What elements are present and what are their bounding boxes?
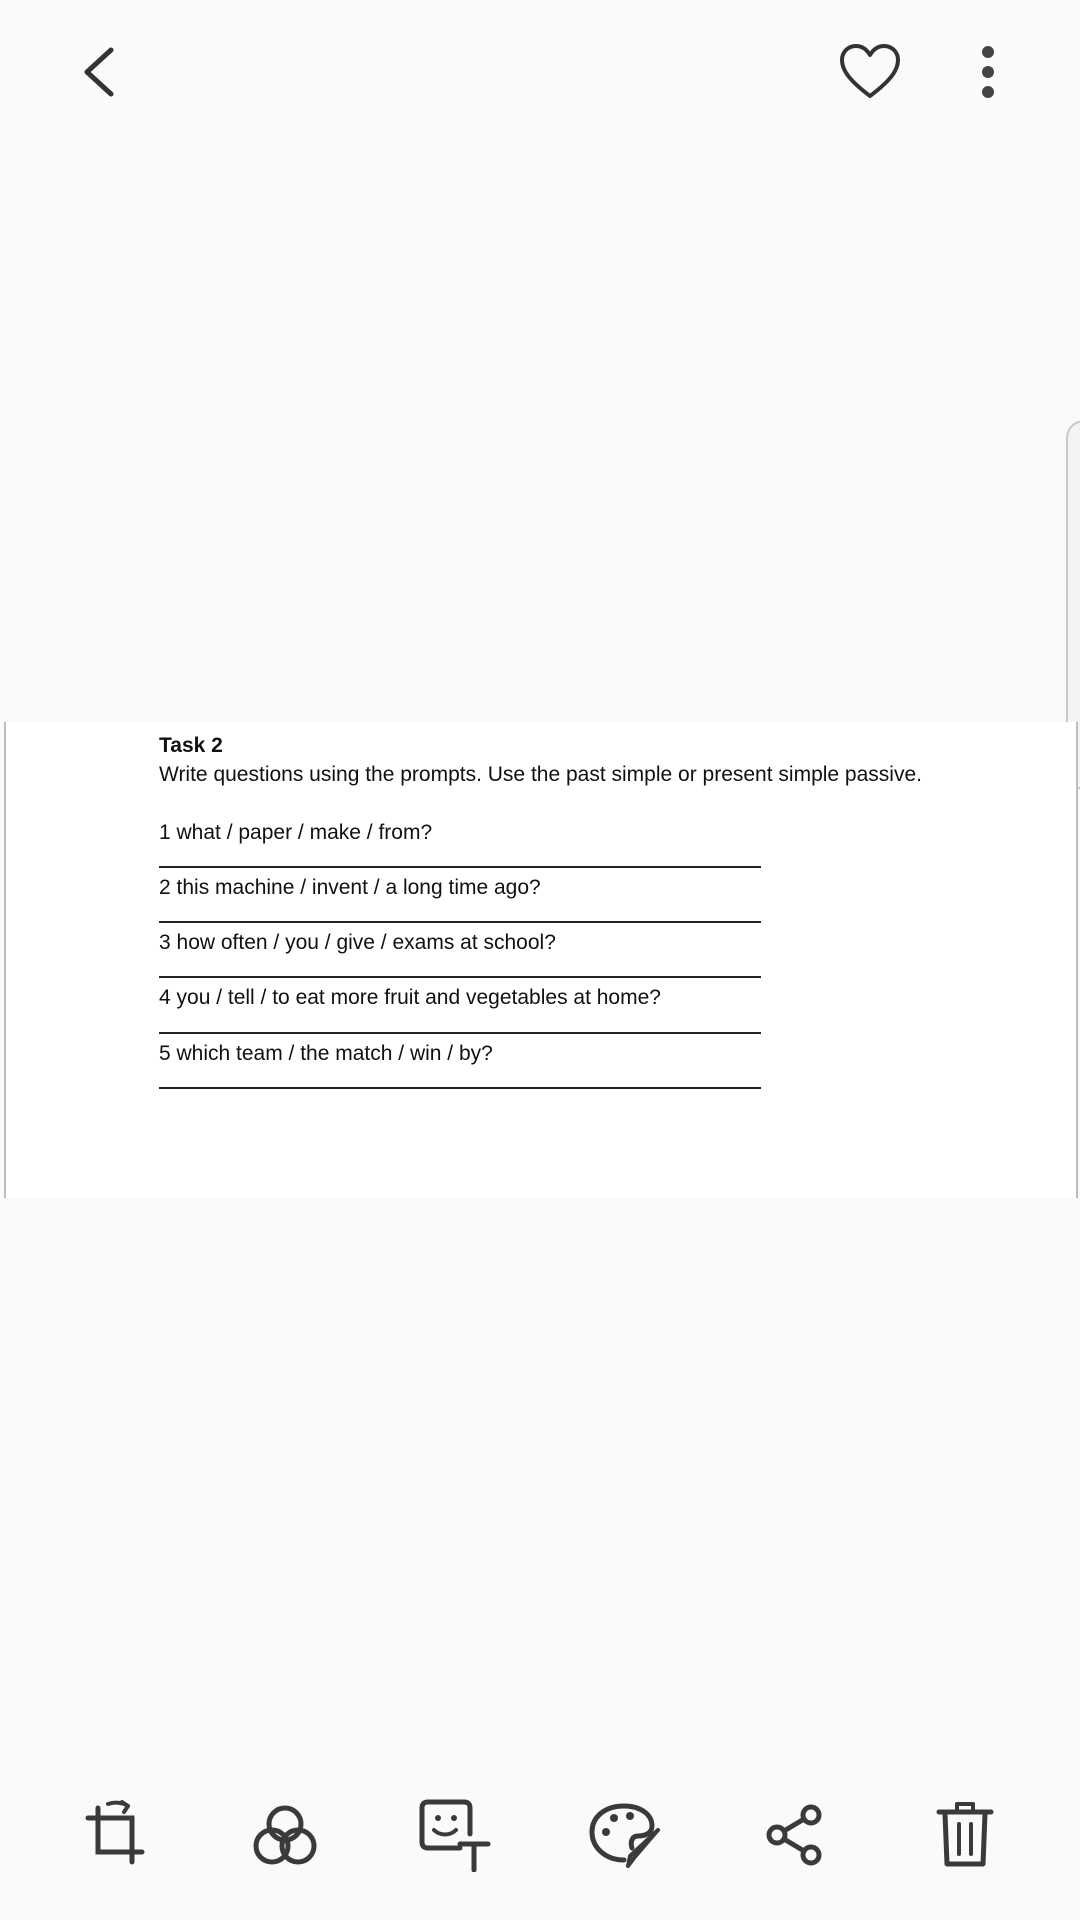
task-instructions: Write questions using the prompts. Use the past simple or present simple passive. bbox=[159, 763, 922, 787]
crop-rotate-icon bbox=[80, 1800, 150, 1870]
question-3: 3 how often / you / give / exams at school? bbox=[159, 931, 556, 955]
answer-line-5 bbox=[159, 1087, 761, 1089]
question-1: 1 what / paper / make / from? bbox=[159, 820, 433, 844]
back-arrow-icon bbox=[75, 42, 125, 102]
more-options-button[interactable] bbox=[948, 32, 1028, 112]
more-vertical-icon bbox=[978, 44, 998, 100]
filter-button[interactable] bbox=[240, 1790, 330, 1880]
image-viewer bbox=[4, 722, 1078, 1198]
question-2: 2 this machine / invent / a long time ago? bbox=[159, 875, 541, 899]
answer-line-1 bbox=[159, 866, 761, 868]
answer-line-4 bbox=[159, 1032, 761, 1034]
filter-icon bbox=[250, 1800, 320, 1870]
back-button[interactable] bbox=[60, 32, 140, 112]
answer-line-3 bbox=[159, 976, 761, 978]
crop-rotate-button[interactable] bbox=[70, 1790, 160, 1880]
delete-icon bbox=[935, 1800, 995, 1870]
paint-button[interactable] bbox=[580, 1790, 670, 1880]
paint-icon bbox=[588, 1800, 662, 1870]
sticker-text-icon bbox=[418, 1798, 492, 1872]
favorite-button[interactable] bbox=[830, 32, 910, 112]
question-5: 5 which team / the match / win / by? bbox=[159, 1041, 493, 1065]
task-title: Task 2 bbox=[159, 734, 223, 757]
heart-icon bbox=[838, 42, 902, 102]
worksheet bbox=[159, 732, 1059, 1089]
share-icon bbox=[763, 1803, 827, 1867]
top-toolbar bbox=[0, 0, 1080, 150]
share-button[interactable] bbox=[750, 1790, 840, 1880]
delete-button[interactable] bbox=[920, 1790, 1010, 1880]
answer-line-2 bbox=[159, 921, 761, 923]
bottom-toolbar bbox=[0, 1790, 1080, 1900]
sticker-text-button[interactable] bbox=[410, 1790, 500, 1880]
question-4: 4 you / tell / to eat more fruit and vegetables at home? bbox=[159, 986, 661, 1010]
